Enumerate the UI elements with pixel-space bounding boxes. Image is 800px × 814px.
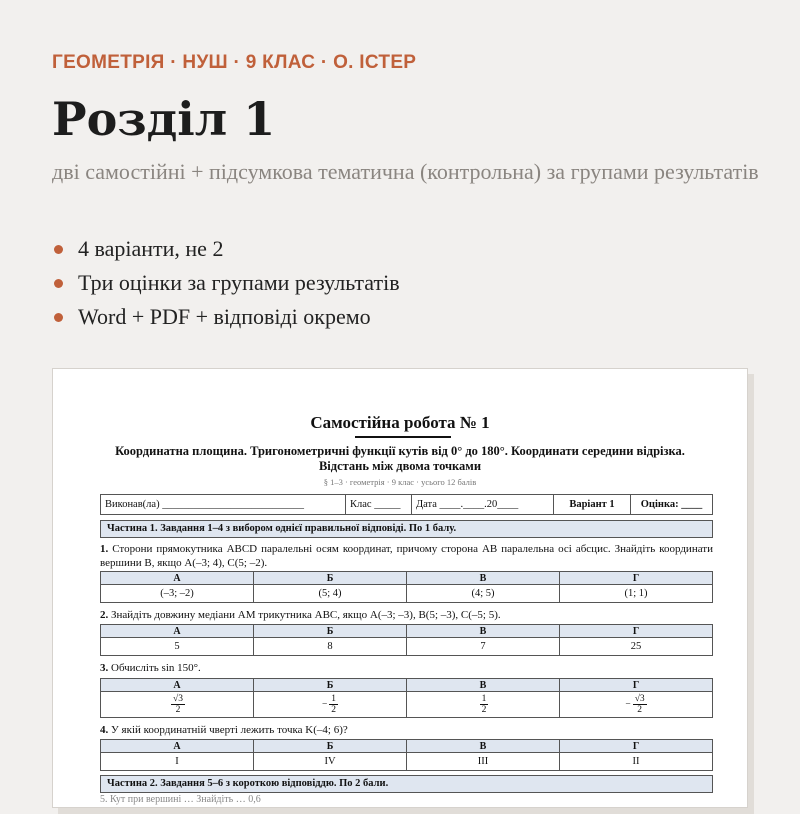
answer-cell: IV <box>254 753 407 771</box>
option-header: Б <box>254 679 407 692</box>
question-4: 4. У якій координатній чверті лежить точка K(–4; 6)? <box>100 724 348 736</box>
worksheet-topic: Координатна площина. Тригонометричні функції кутів від 0° до 180°. Координати середини відрізка. Відстань між двома точками <box>115 444 685 473</box>
answer-cell: III <box>407 753 560 771</box>
score-field: Оцінка: ____ <box>631 495 713 515</box>
answers-table-1 <box>100 571 713 603</box>
option-header: Г <box>560 572 713 585</box>
title-underline <box>355 436 451 438</box>
bullet-dot-icon <box>54 313 63 322</box>
feature-text: Три оцінки за групами результатів <box>78 270 400 295</box>
page-title: Розділ 1 <box>52 92 276 146</box>
answers-table-4 <box>100 739 713 771</box>
option-header: В <box>407 572 560 585</box>
option-header: В <box>407 679 560 692</box>
question-2: 2. Знайдіть довжину медіани AM трикутника ABC, якщо A(–3; –3), B(5; –3), C(–5; 5). <box>100 609 501 621</box>
course-eyebrow: ГЕОМЕТРІЯ · НУШ · 9 КЛАС · О. ІСТЕР <box>52 52 417 73</box>
option-header: Б <box>254 740 407 753</box>
option-header: Г <box>560 740 713 753</box>
answer-cell: 25 <box>560 638 713 656</box>
feature-text: 4 варіанти, не 2 <box>78 236 224 261</box>
page-subtitle: дві самостійні + підсумкова тематична (контрольна) за групами результатів <box>52 159 759 184</box>
answer-cell: 7 <box>407 638 560 656</box>
option-header: В <box>407 625 560 638</box>
variant-label: Варіант 1 <box>554 495 631 515</box>
answer-cell: (–3; –2) <box>101 585 254 603</box>
answer-cell: II <box>560 753 713 771</box>
option-header: Г <box>560 625 713 638</box>
feature-item <box>52 300 400 334</box>
answer-cell: I <box>101 753 254 771</box>
option-header: Б <box>254 625 407 638</box>
answer-cell: 5 <box>101 638 254 656</box>
date-field: Дата ____.____.20____ <box>412 495 554 515</box>
answers-table-2 <box>100 624 713 656</box>
worksheet-title: Самостійна робота № 1 <box>310 413 490 432</box>
answer-cell: − $\frac{1}{2}$ <box>254 692 407 718</box>
feature-list <box>52 232 400 334</box>
question-1: 1. Сторони прямокутника ABCD паралельні осям координат, причому сторона AB паралельна осі абсцис. Знайдіть координати вершини B, якщо A(–3; 4), C(5; –2). <box>100 543 713 569</box>
class-field: Клас _____ <box>346 495 412 515</box>
answer-cell: 1 2 <box>407 692 560 718</box>
option-header: А <box>101 572 254 585</box>
question-3: 3. Обчисліть sin 150°. <box>100 662 201 674</box>
feature-item <box>52 266 400 300</box>
option-header: А <box>101 625 254 638</box>
answer-cell: 8 <box>254 638 407 656</box>
bullet-dot-icon <box>54 279 63 288</box>
feature-item <box>52 232 400 266</box>
option-header: Б <box>254 572 407 585</box>
bullet-dot-icon <box>54 245 63 254</box>
student-name-field: Виконав(ла) ___________________________ <box>101 495 346 515</box>
option-header: В <box>407 740 560 753</box>
cut-off-question: 5. Кут при вершині … Знайдіть … 0,6 <box>100 794 261 805</box>
option-header: А <box>101 679 254 692</box>
answer-cell: (5; 4) <box>254 585 407 603</box>
answer-cell: (4; 5) <box>407 585 560 603</box>
worksheet-meta: § 1–3 · геометрія · 9 клас · усього 12 балів <box>323 477 477 487</box>
option-header: А <box>101 740 254 753</box>
answer-cell: √3 2 <box>101 692 254 718</box>
worksheet-preview <box>52 368 748 808</box>
part1-header: Частина 1. Завдання 1–4 з вибором однієї правильної відповіді. По 1 балу. <box>100 520 713 538</box>
option-header: Г <box>560 679 713 692</box>
answers-table-3 <box>100 678 713 718</box>
answer-cell: (1; 1) <box>560 585 713 603</box>
answer-cell: − $\frac{√3}{2}$ <box>560 692 713 718</box>
student-info-table <box>100 494 713 515</box>
part2-header: Частина 2. Завдання 5–6 з короткою відповіддю. По 2 бали. <box>100 775 713 793</box>
feature-text: Word + PDF + відповіді окремо <box>78 304 371 329</box>
